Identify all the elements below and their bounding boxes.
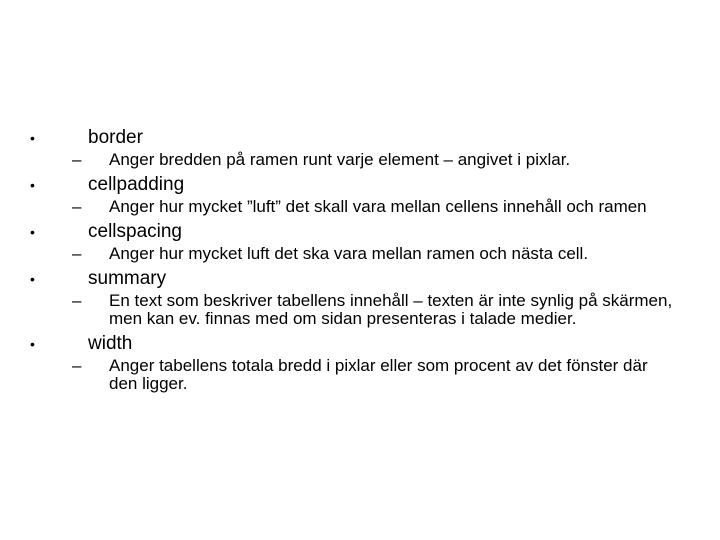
list-item-border [0, 126, 720, 169]
bullet-icon: • [30, 177, 35, 193]
attribute-term: border [88, 127, 143, 148]
list-item-row [0, 267, 720, 291]
list-item-row [0, 220, 720, 244]
dash-icon: – [72, 291, 82, 310]
list-item-row [0, 126, 720, 150]
dash-icon: – [72, 197, 82, 216]
attribute-description: En text som beskriver tabellens innehåll – texten är inte synlig på skärmen, men kan ev. finnas med om sidan presenteras i talade medier. [109, 291, 673, 328]
attribute-description-row [0, 292, 720, 328]
attribute-term: cellpadding [88, 174, 185, 195]
attribute-description: Anger tabellens totala bredd i pixlar eller som procent av det fönster där den ligger. [109, 356, 648, 393]
attribute-description: Anger bredden på ramen runt varje element – angivet i pixlar. [109, 150, 571, 169]
attribute-term: summary [88, 268, 167, 289]
list-item-cellspacing [0, 220, 720, 263]
attribute-description-row [0, 151, 720, 169]
attribute-description-row [0, 245, 720, 263]
attribute-term: cellspacing [88, 221, 182, 242]
attribute-description-row [0, 357, 720, 393]
bullet-icon: • [30, 224, 35, 240]
attribute-description: Anger hur mycket ”luft” det skall vara mellan cellens innehåll och ramen [109, 197, 647, 216]
attribute-term: width [88, 333, 133, 354]
bullet-icon: • [30, 130, 35, 146]
list-item-row [0, 332, 720, 356]
list-item-row [0, 173, 720, 197]
dash-icon: – [72, 356, 82, 375]
list-item-cellpadding [0, 173, 720, 216]
attribute-list [0, 126, 720, 397]
dash-icon: – [72, 150, 82, 169]
list-item-width [0, 332, 720, 393]
attribute-description-row [0, 198, 720, 216]
attribute-description: Anger hur mycket luft det ska vara mellan ramen och nästa cell. [109, 244, 589, 263]
bullet-icon: • [30, 336, 35, 352]
dash-icon: – [72, 244, 82, 263]
bullet-icon: • [30, 271, 35, 287]
list-item-summary [0, 267, 720, 328]
